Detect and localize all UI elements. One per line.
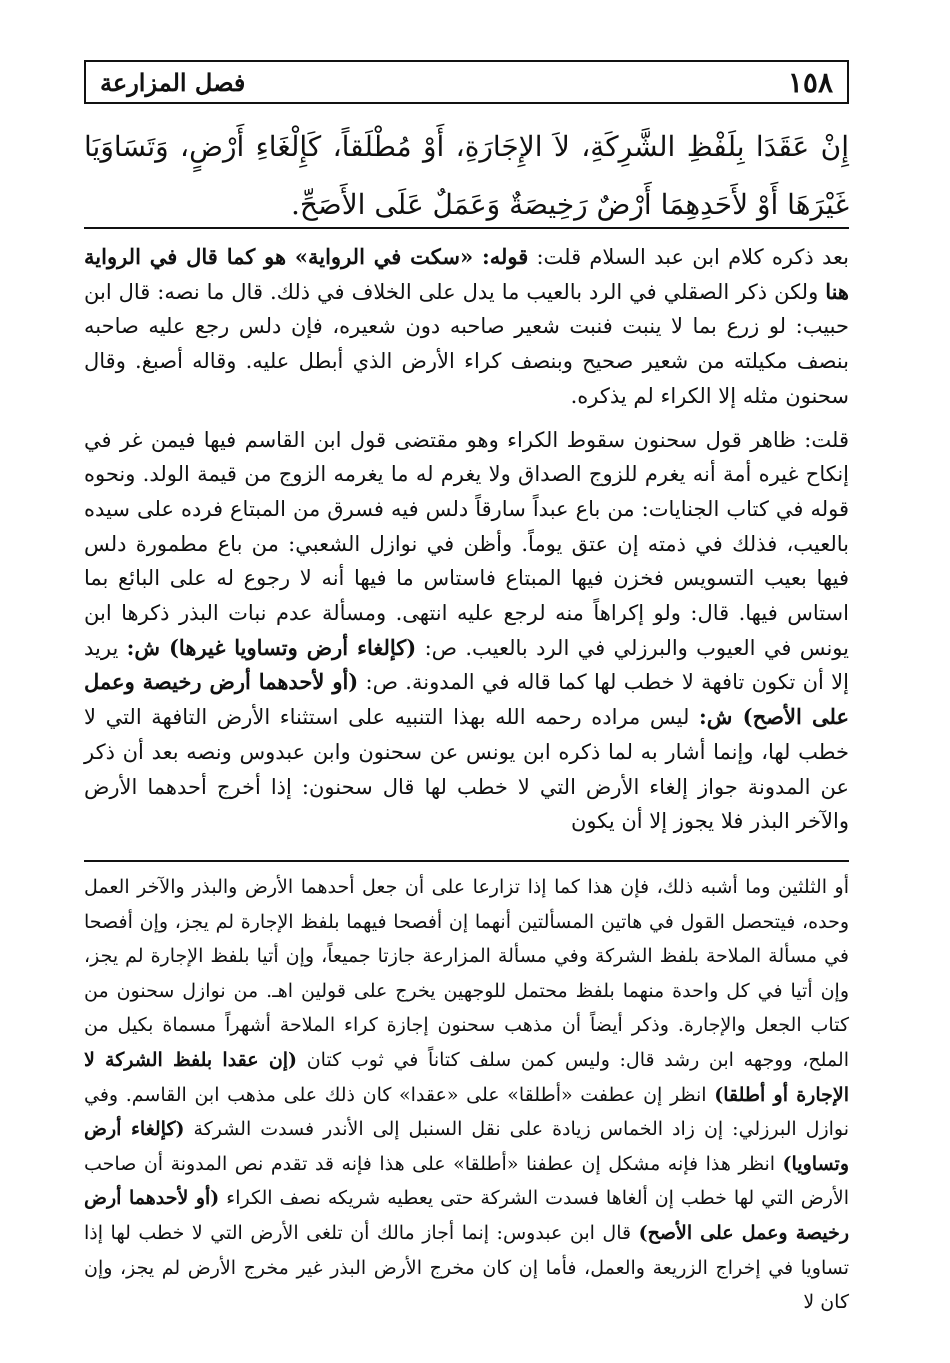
commentary-text: يريد إلا أن تكون تافهة لا خطب لها كما قاله في المدونة. ص: <box>84 635 849 695</box>
commentary-text: قلت: ظاهر قول سحنون سقوط الكراء وهو مقتضى قول ابن القاسم فيها فيمن غر في إنكاح غيره أمة أنه يغرم للزوج الصداق ولا يغرم له ما يغرمه الزوج من قيمة الولد. ونحوه قوله في كتاب الجنايات: من باع عبداً سارقاً دلس فيه فسرق من المبتاع فرده على سيده بالعيب، فذلك في ذمته إن عتق يوماً. وأظن في نوازل الشعبي: من باع مطمورة دلس فيها بعيب التسويس فخزن فيها المبتاع فاستاس ما فيها أنه لا رجوع له على البائع بما استاس فيها. قال: ولو إكراهاً منه لرجع عليه انتهى. ومسألة عدم نبات البذر ذكرها ابن يونس في العيوب والبرزلي في الرد بالعيب. ص: <box>84 427 850 660</box>
commentary-text: بعد ذكره كلام ابن عبد السلام قلت: <box>528 245 849 269</box>
footnote-text: أو الثلثين وما أشبه ذلك، فإن هذا كما إذا تزارعا على أن جعل أحدهما الأرض والبذر والآخر العمل وحده، فيتحصل القول في هاتين المسألتين أنهما إن أفصحا فيهما بلفظ الإجارة لم يجز، وإن أفصحا في مسألة الملاحة بلفظ الشركة وفي مسألة المزارعة جازتا جميعاً، وإن أتيا بلفظ الإجارة لم يجز، وإن أتيا في كل واحدة منهما بلفظ محتمل للوجهين يخرج على قولين اهـ. من نوازل سحنون من كتاب الجعل والإجارة. وذكر أيضاً أن مذهب سحنون إجازة كراء الملاحة أشهراً مسماة بكيل من الملح، ووجهه ابن رشد قال: وليس كمن سلف كتاناً في ثوب كتان <box>84 876 849 1071</box>
main-text <box>84 118 849 234</box>
chapter-title: فصل المزارعة <box>100 68 246 97</box>
footnote-quote: (إن عقدا بلفظ الشركة لا الإجارة أو أطلقا) <box>84 1048 849 1106</box>
commentary-paragraph <box>84 240 849 414</box>
page-header <box>84 60 849 104</box>
commentary-paragraph <box>84 423 849 839</box>
commentary-quote: (أو لأحدهما أرض رخيصة وعمل على الأصح) ش: <box>84 669 850 730</box>
commentary-text: ليس مراده رحمه الله بهذا التنبيه على استثناء الأرض التافهة التي لا خطب لها، وإنما أشار به لما ذكره ابن يونس عن سحنون وابن عبدوس ونصه بعد أن ذكر عن المدونة جواز إلغاء الأرض التي لا خطب لها قال سحنون: إذا أخرج أحدهما الأرض والآخر البذر فلا يجوز إلا أن يكون <box>84 705 849 834</box>
commentary-text: ولكن ذكر الصقلي في الرد بالعيب ما يدل على الخلاف في ذلك. قال ما نصه: قال ابن حبيب: لو زرع بما لا ينبت فنبت شعير صاحبه دون شعيره، فإن دلس رجع عليه صاحبه بنصف مكيلته من شعير صحيح وبنصف كراء الأرض الذي أبطل عليه. وقاله أصبغ. وقال سحنون مثله إلا الكراء لم يذكره. <box>84 279 849 408</box>
footnote-divider <box>84 860 849 862</box>
footnote-text: قال ابن عبدوس: إنما أجاز مالك أن تلغى الأرض التي لا خطب لها إذا تساويا في إخراج الزريعة والعمل، فأما إن كان مخرج الأرض البذر غير مخرج الأرض لم يجز، وإن كان لا <box>84 1221 849 1314</box>
commentary-quote: (كإلغاء أرض وتساويا غيرها) ش: <box>126 634 417 660</box>
page-number: ١٥٨ <box>787 66 833 99</box>
footnote-quote: (أو لأحدهما أرض رخيصة وعمل على الأصح) <box>84 1187 850 1244</box>
commentary <box>84 240 849 839</box>
main-text-content: إِنْ عَقَدَا بِلَفْظِ الشَّرِكَةِ، لاَ الإِجَارَةِ، أَوْ مُطْلَقاً، كَإِلْغَاءِ أَرْضٍ، وَتَسَاوَيَا غَيْرَهَا أَوْ لأَحَدِهِمَا أَرْضٌ رَخِيصَةٌ وَعَمَلٌ عَلَى الأَصَحِّ. <box>84 130 849 221</box>
footnotes <box>84 870 849 1320</box>
commentary-quote: قوله: «سكت في الرواية» هو كما قال في الرواية هنا <box>84 244 849 304</box>
footnote-text: انظر هذا فإنه مشكل إن عطفنا «أطلقا» على هذا فإنه قد تقدم نص المدونة أن صاحب الأرض التي لها خطب إن ألغاها فسدت الشركة حتى يعطيه شريكه نصف الكراء <box>84 1152 850 1210</box>
footnote-quote: (كإلغاء أرض وتساويا) <box>84 1118 849 1175</box>
footnote-text: انظر إن عطفت «أطلقا» على «عقدا» كان ذلك على مذهب ابن القاسم. وفي نوازل البرزلي: إن زاد الخماس زيادة على نقل السنبل إلى الأندر فسدت الشركة <box>84 1083 850 1141</box>
top-divider <box>84 227 849 229</box>
